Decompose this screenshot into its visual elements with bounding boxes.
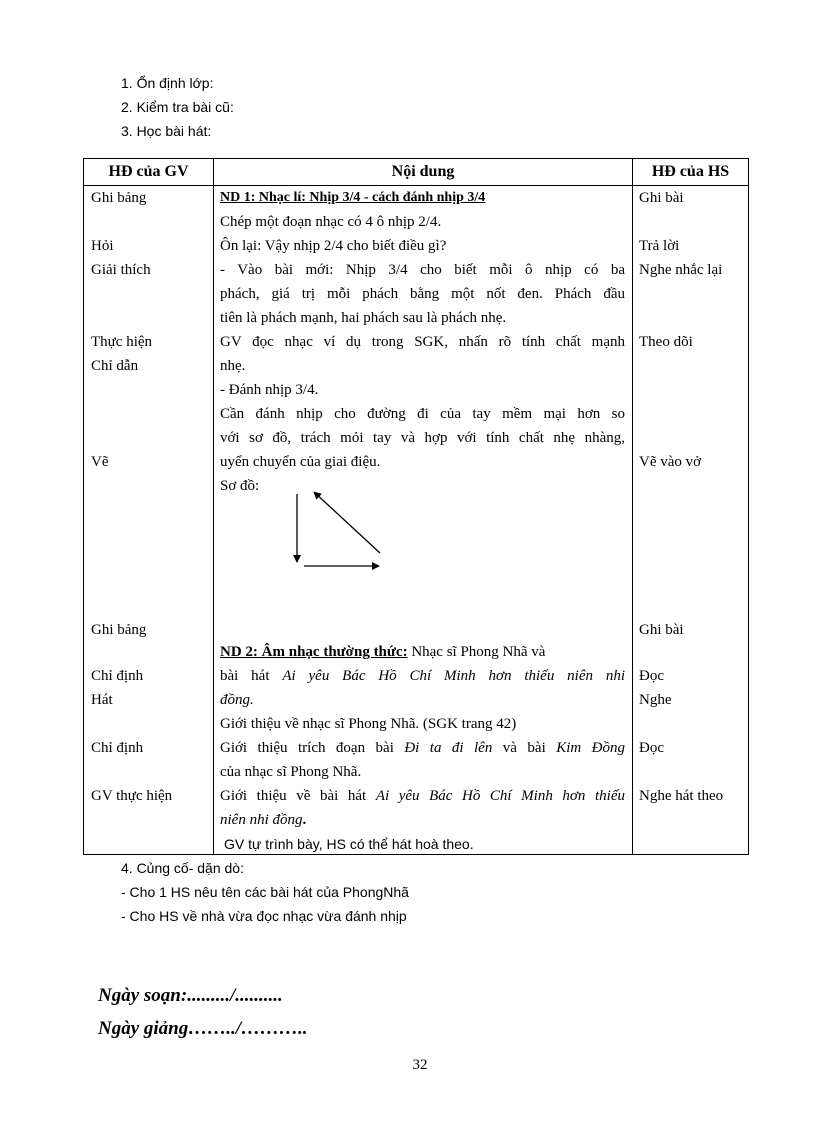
gv-activity: GV thực hiện [91, 788, 173, 804]
content-line: tiên là phách mạnh, hai phách sau là phách nhẹ. [220, 310, 507, 326]
outro-list [121, 856, 409, 928]
gv-activity: Giải thích [91, 262, 151, 278]
hs-activity: Nghe nhắc lại [639, 262, 723, 278]
nd2-line [220, 640, 625, 664]
content-span: Giới thiệu trích đoạn bài [220, 740, 394, 756]
gv-activity: Ghi bảng [91, 190, 147, 206]
content-line: nhẹ. [220, 358, 246, 374]
song-title: đồng. [220, 692, 254, 708]
content-span: Giới thiệu về bài hát [220, 788, 367, 804]
song-title: niên nhi đồng [220, 812, 303, 828]
content-line [220, 808, 306, 832]
intro-list [121, 71, 234, 143]
content-line [220, 736, 625, 760]
hs-activity: Ghi bài [639, 190, 684, 206]
diagram-label: Sơ đồ: [220, 478, 260, 494]
outro-item: - Cho 1 HS nêu tên các bài hát của PhongNhã [121, 884, 409, 900]
nd1-title: ND 1: Nhạc lí: Nhịp 3/4 - cách đánh nhịp 3/4 [220, 190, 486, 205]
content-line: phách, giá trị mỗi phách bằng một nốt đen. Phách đầu [220, 286, 625, 302]
hs-activity: Theo dõi [639, 334, 693, 350]
lesson-table [83, 158, 749, 855]
nd2-subject: Nhạc sĩ Phong Nhã và [411, 644, 546, 660]
date-taught: Ngày giảng……../……….. [98, 1018, 308, 1039]
hs-activity: Đọc [639, 668, 664, 684]
date-prepared: Ngày soạn:........./.......... [98, 985, 283, 1006]
content-line: - Vào bài mới: Nhịp 3/4 cho biết mỗi ô nhịp có ba [220, 262, 625, 278]
content-span: và bài [502, 740, 546, 756]
intro-item: 1. Ổn định lớp: [121, 75, 214, 91]
song-title: Kim Đồng [556, 740, 625, 756]
content-line: Ôn lại: Vậy nhịp 2/4 cho biết điều gì? [220, 238, 447, 254]
hs-activity: Nghe hát theo [639, 788, 724, 804]
song-title: Ai yêu Bác Hồ Chí Minh hơn thiếu [375, 788, 625, 804]
content-line: uyển chuyển của giai điệu. [220, 454, 381, 470]
content-span: bài hát [220, 668, 270, 684]
content-line [220, 664, 625, 688]
column-divider [213, 159, 214, 854]
header-content: Nội dung [391, 163, 455, 180]
content-line [220, 784, 625, 808]
hs-activity: Nghe [639, 692, 672, 708]
content-line [224, 832, 474, 856]
content-line: Giới thiệu về nhạc sĩ Phong Nhã. (SGK trang 42) [220, 716, 517, 732]
content-span: GV tự trình bày, [224, 836, 323, 852]
content-line: Cần đánh nhịp cho đường đi của tay mềm mại hơn so [220, 406, 625, 422]
content-line: - Đánh nhịp 3/4. [220, 382, 319, 398]
header-hs: HĐ của HS [651, 163, 730, 180]
hs-activity: Vẽ vào vở [639, 454, 702, 470]
content-line: của nhạc sĩ Phong Nhã. [220, 764, 362, 780]
nd2-title: ND 2: Âm nhạc thường thức: [220, 644, 408, 660]
content-line: với sơ đồ, trách mỏi tay và hợp với tính chất nhẹ nhàng, [220, 430, 625, 446]
hs-activity: Trả lời [639, 238, 680, 254]
conducting-diagram [284, 484, 384, 574]
gv-activity: Chỉ dẫn [91, 358, 139, 374]
period: . [302, 812, 307, 828]
gv-activity: Hỏi [91, 238, 114, 254]
song-title: Đi ta đi lên [404, 740, 493, 756]
gv-activity: Thực hiện [91, 334, 153, 350]
upbeat-arrow [314, 492, 380, 553]
gv-activity: Ghi bảng [91, 622, 147, 638]
gv-activity: Vẽ [91, 454, 109, 470]
gv-activity: Hát [91, 692, 113, 708]
content-line: Chép một đoạn nhạc có 4 ô nhịp 2/4. [220, 214, 442, 230]
content-line: GV đọc nhạc ví dụ trong SGK, nhấn rõ tính chất mạnh [220, 334, 625, 350]
content-span: HS có thể hát hoà theo. [326, 836, 474, 852]
outro-item: 4. Củng cố- dặn dò: [121, 860, 244, 876]
header-gv: HĐ của GV [108, 163, 189, 180]
intro-item: 2. Kiểm tra bài cũ: [121, 99, 234, 115]
hs-activity: Đọc [639, 740, 664, 756]
page-number: 32 [412, 1057, 428, 1073]
outro-item: - Cho HS về nhà vừa đọc nhạc vừa đánh nhịp [121, 908, 407, 924]
song-title: Ai yêu Bác Hồ Chí Minh hơn thiếu niên nhi [282, 668, 626, 684]
column-divider [632, 159, 633, 854]
gv-activity: Chỉ định [91, 740, 144, 756]
intro-item: 3. Học bài hát: [121, 123, 212, 139]
gv-activity: Chỉ định [91, 668, 144, 684]
hs-activity: Ghi bài [639, 622, 684, 638]
